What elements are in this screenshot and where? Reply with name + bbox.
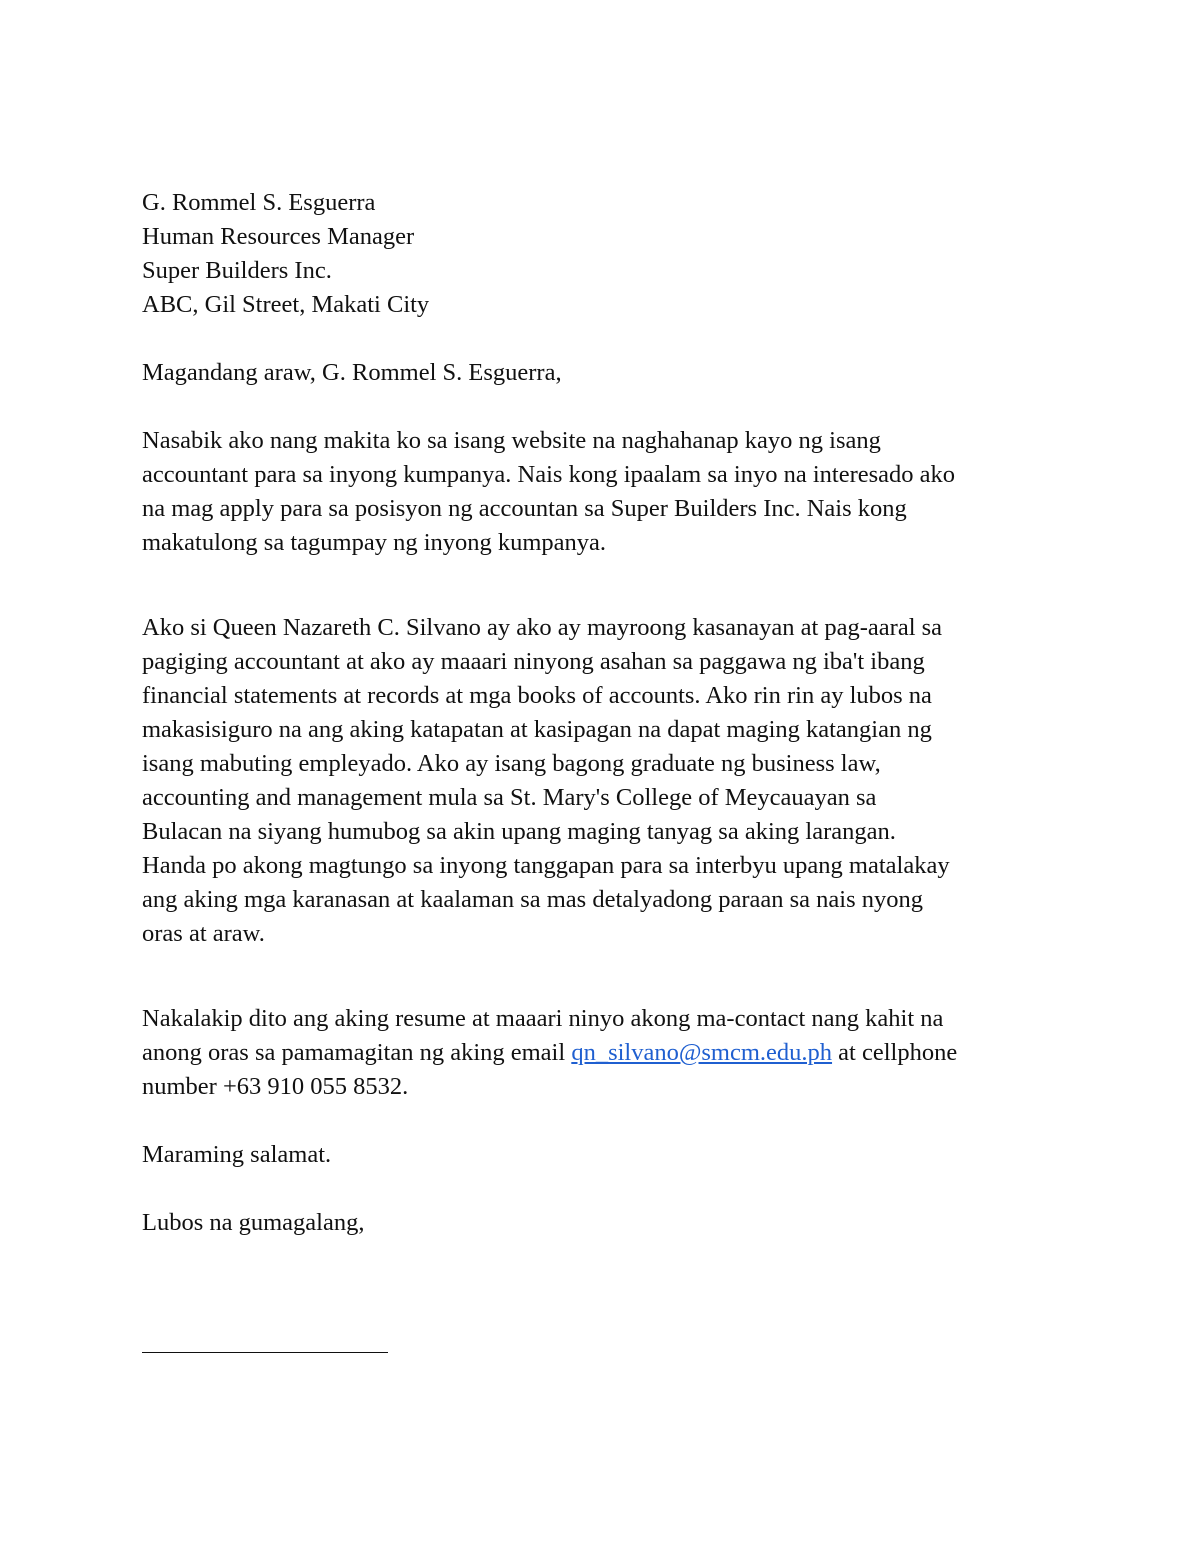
paragraph-line-with-email bbox=[142, 1036, 1062, 1070]
paragraph-line: financial statements at records at mga books of accounts. Ako rin rin ay lubos na bbox=[142, 682, 932, 709]
recipient-title: Human Resources Manager bbox=[142, 223, 415, 250]
signature-line bbox=[142, 1352, 388, 1353]
paragraph-line: number +63 910 055 8532. bbox=[142, 1073, 409, 1100]
recipient-address-block bbox=[142, 186, 1062, 322]
salutation: Magandang araw, G. Rommel S. Esguerra, bbox=[142, 359, 562, 386]
recipient-name: G. Rommel S. Esguerra bbox=[142, 189, 376, 216]
paragraph-line: ang aking mga karanasan at kaalaman sa mas detalyadong paraan sa nais nyong bbox=[142, 886, 923, 913]
paragraph-line: Nakalakip dito ang aking resume at maaari ninyo akong ma-contact nang kahit na bbox=[142, 1005, 944, 1032]
paragraph-line: accounting and management mula sa St. Mary's College of Meycauayan sa bbox=[142, 784, 877, 811]
closing-line: Lubos na gumagalang, bbox=[142, 1209, 365, 1236]
paragraph-line: Bulacan na siyang humubog sa akin upang maging tanyag sa aking larangan. bbox=[142, 818, 896, 845]
letter-body bbox=[142, 186, 1062, 1240]
paragraph-line: Ako si Queen Nazareth C. Silvano ay ako ay mayroong kasanayan at pag-aaral sa bbox=[142, 614, 943, 641]
recipient-company: Super Builders Inc. bbox=[142, 257, 332, 284]
paragraph-line: Nasabik ako nang makita ko sa isang website na naghahanap kayo ng isang bbox=[142, 427, 881, 454]
thanks-line: Maraming salamat. bbox=[142, 1141, 332, 1168]
paragraph-contact bbox=[142, 1002, 1062, 1104]
email-prefix-text: anong oras sa pamamagitan ng aking email bbox=[142, 1039, 572, 1066]
paragraph-line: isang mabuting empleyado. Ako ay isang bagong graduate ng business law, bbox=[142, 750, 881, 777]
paragraph-line: na mag apply para sa posisyon ng accountan sa Super Builders Inc. Nais kong bbox=[142, 495, 907, 522]
paragraph-intro bbox=[142, 424, 1062, 560]
recipient-address: ABC, Gil Street, Makati City bbox=[142, 291, 430, 318]
paragraph-line: accountant para sa inyong kumpanya. Nais kong ipaalam sa inyo na interesado ako bbox=[142, 461, 956, 488]
paragraph-line: Handa po akong magtungo sa inyong tanggapan para sa interbyu upang matalakay bbox=[142, 852, 950, 879]
paragraph-line: pagiging accountant at ako ay maaari ninyong asahan sa paggawa ng iba't ibang bbox=[142, 648, 925, 675]
paragraph-line: makasisiguro na ang aking katapatan at kasipagan na dapat maging katangian ng bbox=[142, 716, 932, 743]
paragraph-line: makatulong sa tagumpay ng inyong kumpanya. bbox=[142, 529, 607, 556]
email-link[interactable]: qn_silvano@smcm.edu.ph bbox=[571, 1039, 833, 1066]
email-suffix-text: at cellphone bbox=[832, 1039, 958, 1066]
paragraph-line: oras at araw. bbox=[142, 920, 265, 947]
paragraph-qualifications bbox=[142, 611, 1062, 951]
